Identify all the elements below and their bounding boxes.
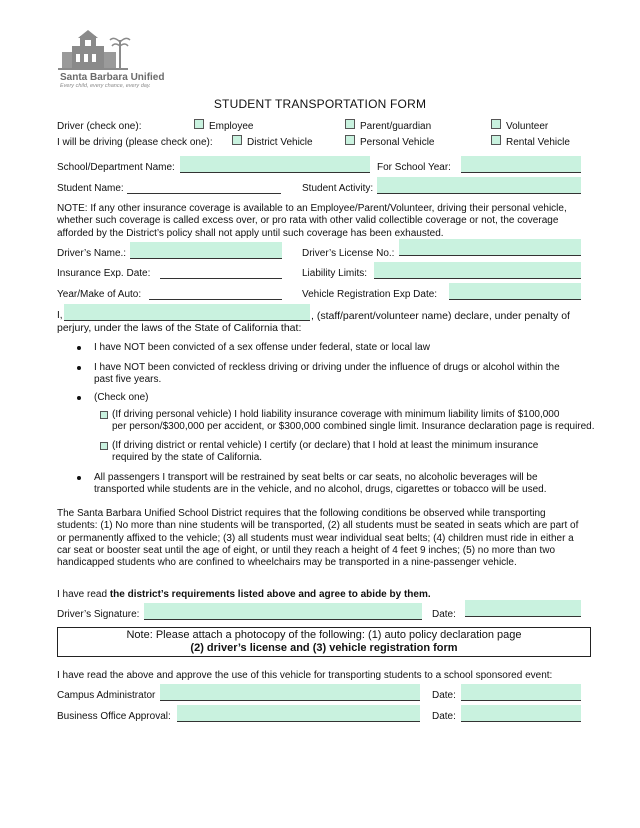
volunteer-label: Volunteer (506, 121, 549, 132)
bullet-reckless-l2: past five years. (94, 374, 162, 385)
district-logo (58, 30, 168, 90)
rental-vehicle-checkbox[interactable] (491, 135, 501, 145)
attach-note-line2: (2) driver’s license and (3) vehicle registration form (190, 642, 458, 654)
employee-label: Employee (209, 121, 254, 132)
campus-date-input[interactable] (461, 684, 581, 701)
declaration-line2: perjury, under the laws of the State of California that: (57, 322, 302, 334)
attach-note-line1: Note: Please attach a photocopy of the following: (1) auto policy declaration page (126, 629, 522, 641)
signature-date-input[interactable] (465, 600, 581, 617)
insurance-exp-line[interactable] (160, 266, 282, 279)
campus-admin-input[interactable] (160, 684, 420, 701)
signature-label: Driver’s Signature: (57, 609, 140, 620)
school-year-input[interactable] (461, 156, 581, 173)
bullet-dot (77, 366, 81, 370)
bullet-passengers-l1: All passengers I transport will be restrained by seat belts or car seats, no alcoholic beverages will be (94, 472, 538, 483)
year-make-line[interactable] (149, 287, 282, 300)
agree-prefix: I have read (57, 589, 110, 600)
license-no-input[interactable] (399, 239, 581, 256)
signature-input[interactable] (144, 603, 422, 620)
bullet-passengers-l2: transported while students are in the vehicle, and no alcohol, drugs, cigarettes or tobacco will be used. (94, 484, 547, 495)
agree-bold: the district’s requirements listed above and agree to abide by them. (109, 589, 431, 600)
district-certify-l2: required by the state of California. (112, 452, 263, 463)
school-dept-label: School/Department Name: (57, 162, 175, 173)
insurance-note: NOTE: If any other insurance coverage is available to an Employee/Parent/Volunteer, driving their personal vehicle, whether such coverage is called excess over, or pro rata with other valid collectible coverage or not, the coverage afforded by the District’s policy shall not apply until such coverage has been exhausted. (57, 203, 567, 239)
declaration-suffix: , (staff/parent/volunteer name) declare, under penalty of (311, 310, 570, 322)
rental-vehicle-label: Rental Vehicle (506, 137, 570, 148)
signature-date-label: Date: (432, 609, 456, 620)
declarant-name-input[interactable] (64, 304, 310, 321)
building-icon (58, 30, 168, 74)
insurance-exp-label: Insurance Exp. Date: (57, 268, 151, 279)
agree-statement (57, 589, 431, 600)
license-no-label: Driver’s License No.: (302, 248, 395, 259)
liability-limits-input[interactable] (374, 262, 581, 279)
year-make-label: Year/Make of Auto: (57, 289, 142, 300)
student-activity-input[interactable] (377, 177, 581, 194)
school-year-label: For School Year: (377, 162, 451, 173)
personal-liability-checkbox[interactable] (100, 411, 108, 419)
registration-exp-label: Vehicle Registration Exp Date: (302, 289, 438, 300)
bullet-dot (77, 476, 81, 480)
employee-checkbox[interactable] (194, 119, 204, 129)
parent-guardian-label: Parent/guardian (360, 121, 432, 132)
bullet-dot (77, 346, 81, 350)
drivers-name-input[interactable] (130, 242, 282, 259)
logo-tagline: Every child, every chance, every day. (60, 83, 151, 89)
logo-name: Santa Barbara Unified (60, 72, 165, 83)
vehicle-type-label: I will be driving (please check one): (57, 137, 213, 148)
personal-vehicle-label: Personal Vehicle (360, 137, 435, 148)
personal-liability-l1: (If driving personal vehicle) I hold liability insurance coverage with minimum liability limits of $100,000 (112, 409, 560, 420)
business-office-label: Business Office Approval: (57, 711, 171, 722)
approval-text: I have read the above and approve the use of this vehicle for transporting students to a school sponsored event: (57, 670, 553, 681)
student-name-line[interactable] (127, 181, 281, 194)
parent-guardian-checkbox[interactable] (345, 119, 355, 129)
school-dept-input[interactable] (180, 156, 370, 173)
drivers-name-label: Driver’s Name.: (57, 248, 127, 259)
form-title: STUDENT TRANSPORTATION FORM (213, 97, 427, 111)
campus-date-label: Date: (432, 690, 456, 701)
district-vehicle-checkbox[interactable] (232, 135, 242, 145)
bullet-sex-offense: I have NOT been convicted of a sex offense under federal, state or local law (94, 342, 430, 353)
district-requirements: The Santa Barbara Unified School District requires that the following conditions be observed while transporting students: (1) No more than nine students will be transported, (2) all students must be seated in seats which are part of or permanently affixed to the vehicle; (3) all students must wear individual seat belts; (4) children must ride in either a car seat or booster seat until the age of eight, or until they reach a height of 4 feet 9 inches; (5) no more than two handicapped students who are confined to wheelchairs may be transported in a nine-passenger vehicle. (57, 508, 579, 569)
district-certify-l1: (If driving district or rental vehicle) I certify (or declare) that I hold at least the minimum insurance (112, 440, 539, 451)
district-certify-checkbox[interactable] (100, 442, 108, 450)
district-vehicle-label: District Vehicle (247, 137, 313, 148)
bullet-dot (77, 396, 81, 400)
volunteer-checkbox[interactable] (491, 119, 501, 129)
attach-note-box (57, 627, 591, 657)
registration-exp-input[interactable] (449, 283, 581, 300)
bullet-reckless-l1: I have NOT been convicted of reckless driving or driving under the influence of drugs or alcohol within the (94, 362, 560, 373)
business-date-input[interactable] (461, 705, 581, 722)
student-name-label: Student Name: (57, 183, 124, 194)
personal-liability-l2: per person/$300,000 per accident, or $300,000 combined single limit. Insurance declaration page is required. (112, 421, 595, 432)
campus-admin-label: Campus Administrator (57, 690, 156, 701)
driver-type-label: Driver (check one): (57, 121, 142, 132)
business-date-label: Date: (432, 711, 456, 722)
personal-vehicle-checkbox[interactable] (345, 135, 355, 145)
declaration-prefix: I, (57, 310, 63, 321)
business-office-input[interactable] (177, 705, 420, 722)
bullet-check-one: (Check one) (94, 392, 149, 403)
student-activity-label: Student Activity: (302, 183, 374, 194)
liability-limits-label: Liability Limits: (302, 268, 368, 279)
